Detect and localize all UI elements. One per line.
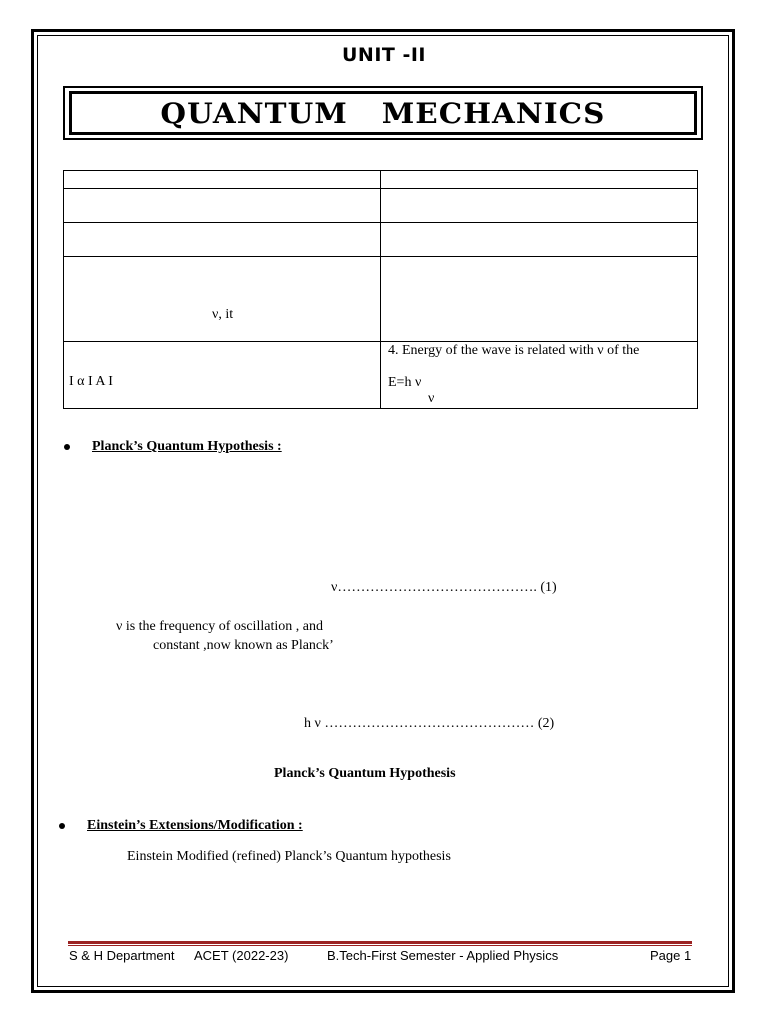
subheading: Planck’s Quantum Hypothesis: [274, 766, 456, 781]
table-cell: [64, 171, 381, 189]
body-text: ν is the frequency of oscillation , and: [116, 619, 323, 634]
table-cell: [64, 223, 381, 257]
table-cell: [381, 189, 698, 223]
table-cell: [381, 223, 698, 257]
bullet-item: [64, 439, 282, 455]
table-cell-text: E=h ν: [388, 375, 422, 390]
footer-page-number: Page 1: [650, 948, 692, 963]
table-cell: [381, 342, 698, 409]
title-box: [69, 91, 697, 135]
table-cell: [64, 342, 381, 409]
comparison-table: [63, 170, 698, 409]
bullet-icon: [59, 823, 65, 829]
section-heading-einstein: Einstein’s Extensions/Modification :: [87, 818, 303, 833]
footer-course: B.Tech-First Semester - Applied Physics: [327, 948, 559, 963]
footer-college: ACET (2022-23): [194, 948, 289, 963]
bullet-icon: [64, 444, 70, 450]
body-text: Einstein Modified (refined) Planck’s Quantum hypothesis: [127, 849, 451, 864]
table-cell: [64, 189, 381, 223]
table-row: [64, 257, 698, 342]
table-row: [64, 223, 698, 257]
footer-department: S & H Department: [69, 948, 175, 963]
main-title: QUANTUM MECHANICS: [160, 96, 606, 130]
section-heading-planck: Planck’s Quantum Hypothesis :: [92, 439, 282, 454]
table-cell-text: I α I A I: [69, 374, 113, 389]
equation-2: h ν ……………………………………… (2): [304, 716, 555, 731]
table-row: [64, 342, 698, 409]
table-cell: [381, 171, 698, 189]
equation-1: ν……………………………………. (1): [331, 580, 557, 595]
unit-title: UNIT -II: [342, 44, 426, 66]
table-cell-text: ν: [428, 391, 435, 406]
bullet-item: [59, 818, 303, 834]
table-row: [64, 171, 698, 189]
table-row: [64, 189, 698, 223]
table-cell-text: ν, it: [212, 307, 234, 322]
table-cell: [64, 257, 381, 342]
table-cell-text: 4. Energy of the wave is related with ν of the: [388, 343, 640, 358]
table-cell: [381, 257, 698, 342]
footer-rule: [68, 945, 692, 946]
footer-rule: [68, 941, 692, 944]
body-text: constant ,now known as Planck’: [153, 638, 334, 653]
